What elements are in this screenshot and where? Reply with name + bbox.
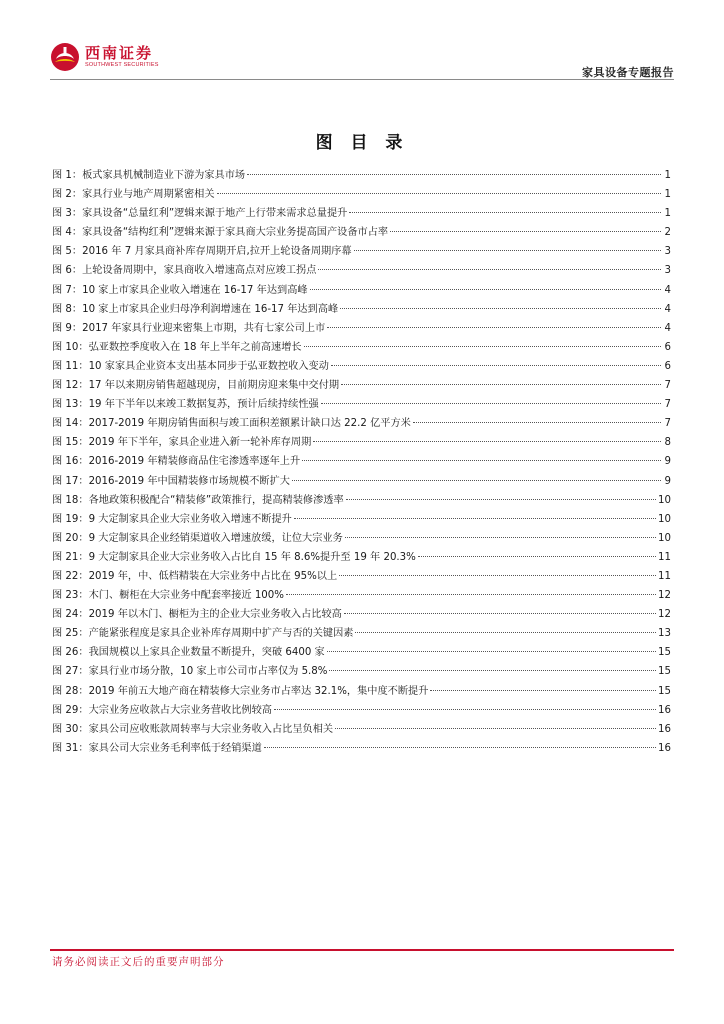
toc-entry-label: 图 28： bbox=[52, 685, 89, 697]
toc-entry-page: 3 bbox=[664, 246, 671, 258]
toc-entry[interactable] bbox=[52, 261, 671, 280]
toc-entry-title: 2019 年下半年，家具企业进入新一轮补库存周期 bbox=[88, 437, 312, 449]
toc-entry-title: 2016 年 7 月家具商补库存周期开启,拉开上轮设备周期序幕 bbox=[82, 246, 352, 258]
toc-dot-leader bbox=[264, 747, 656, 748]
footer-divider bbox=[50, 949, 674, 951]
toc-entry-label: 图 21： bbox=[52, 551, 89, 563]
toc-entry-page: 8 bbox=[664, 437, 671, 449]
toc-entry-page: 11 bbox=[658, 570, 671, 582]
toc-entry-label: 图 12： bbox=[52, 380, 89, 392]
logo-name-cn: 西南证券 bbox=[85, 44, 154, 62]
toc-entry-page: 9 bbox=[664, 456, 671, 468]
toc-entry-label: 图 27： bbox=[52, 666, 89, 678]
toc-entry-label: 图 17： bbox=[52, 475, 89, 487]
toc-dot-leader bbox=[313, 441, 661, 442]
toc-entry-page: 12 bbox=[658, 590, 671, 602]
toc-entry[interactable] bbox=[52, 643, 671, 662]
toc-dot-leader bbox=[341, 384, 661, 385]
toc-entry-label: 图 18： bbox=[52, 494, 89, 506]
toc-entry-label: 图 19： bbox=[52, 513, 89, 525]
toc-entry[interactable] bbox=[52, 338, 671, 357]
toc-dot-leader bbox=[321, 403, 661, 404]
toc-entry[interactable] bbox=[52, 682, 671, 701]
toc-entry-page: 3 bbox=[664, 265, 671, 277]
toc-entry[interactable] bbox=[52, 395, 671, 414]
toc-dot-leader bbox=[302, 460, 661, 461]
toc-dot-leader bbox=[310, 289, 661, 290]
toc-entry-label: 图 24： bbox=[52, 609, 89, 621]
toc-entry-title: 家具设备“总量红利”逻辑来源于地产上行带来需求总量提升 bbox=[82, 208, 348, 220]
toc-entry[interactable] bbox=[52, 567, 671, 586]
toc-entry[interactable] bbox=[52, 204, 671, 223]
toc-entry-label: 图 14： bbox=[52, 418, 89, 430]
table-of-figures bbox=[52, 166, 671, 758]
toc-entry-label: 图 6： bbox=[52, 265, 83, 277]
toc-entry-page: 16 bbox=[658, 704, 671, 716]
toc-entry[interactable] bbox=[52, 605, 671, 624]
toc-entry-page: 16 bbox=[658, 742, 671, 754]
toc-entry-page: 6 bbox=[664, 341, 671, 353]
toc-entry-page: 7 bbox=[664, 418, 671, 430]
toc-entry-page: 15 bbox=[658, 647, 671, 659]
toc-entry-title: 大宗业务应收款占大宗业务营收比例较高 bbox=[88, 704, 272, 716]
toc-entry-title: 2019 年以木门、橱柜为主的企业大宗业务收入占比较高 bbox=[88, 609, 342, 621]
toc-entry-title: 家具设备“结构红利”逻辑来源于家具商大宗业务提高国产设备市占率 bbox=[82, 227, 389, 239]
toc-dot-leader bbox=[339, 575, 656, 576]
toc-entry-page: 6 bbox=[664, 360, 671, 372]
logo-text bbox=[85, 45, 159, 69]
toc-entry-title: 2017-2019 年期房销售面积与竣工面积差额累计缺口达 22.2 亿平方米 bbox=[88, 418, 411, 430]
toc-entry[interactable] bbox=[52, 662, 671, 681]
toc-dot-leader bbox=[331, 365, 661, 366]
toc-entry[interactable] bbox=[52, 586, 671, 605]
toc-dot-leader bbox=[327, 651, 656, 652]
toc-entry-label: 图 30： bbox=[52, 723, 89, 735]
toc-dot-leader bbox=[354, 250, 661, 251]
toc-entry[interactable] bbox=[52, 281, 671, 300]
toc-entry-page: 10 bbox=[658, 494, 671, 506]
toc-dot-leader bbox=[286, 594, 656, 595]
toc-dot-leader bbox=[329, 670, 656, 671]
toc-entry[interactable] bbox=[52, 433, 671, 452]
toc-entry-title: 产能紧张程度是家具企业补库存周期中扩产与否的关键因素 bbox=[88, 628, 354, 640]
toc-dot-leader bbox=[247, 174, 661, 175]
toc-entry-title: 10 家家具企业资本支出基本同步于弘亚数控收入变动 bbox=[88, 360, 329, 372]
toc-dot-leader bbox=[346, 499, 656, 500]
header-divider bbox=[50, 79, 674, 80]
toc-entry-page: 10 bbox=[658, 513, 671, 525]
toc-entry-title: 19 年下半年以来竣工数据复苏，预计后续持续性强 bbox=[88, 399, 319, 411]
toc-dot-leader bbox=[355, 632, 656, 633]
toc-entry-label: 图 26： bbox=[52, 647, 89, 659]
toc-entry-label: 图 2： bbox=[52, 189, 83, 201]
toc-entry-title: 17 年以来期房销售超越现房，目前期房迎来集中交付期 bbox=[88, 380, 340, 392]
toc-dot-leader bbox=[217, 193, 661, 194]
toc-entry[interactable] bbox=[52, 319, 671, 338]
toc-entry-page: 15 bbox=[658, 685, 671, 697]
toc-entry-label: 图 15： bbox=[52, 437, 89, 449]
toc-entry-page: 16 bbox=[658, 723, 671, 735]
toc-entry-page: 10 bbox=[658, 532, 671, 544]
toc-dot-leader bbox=[344, 613, 656, 614]
toc-dot-leader bbox=[430, 690, 656, 691]
toc-entry-title: 2019 年，中、低档精装在大宗业务中占比在 95%以上 bbox=[88, 570, 338, 582]
toc-dot-leader bbox=[413, 422, 661, 423]
toc-entry-page: 7 bbox=[664, 399, 671, 411]
toc-entry-page: 1 bbox=[664, 189, 671, 201]
toc-entry-page: 1 bbox=[664, 170, 671, 181]
logo-name-en: SOUTHWEST SECURITIES bbox=[85, 62, 159, 68]
toc-entry-title: 2016-2019 年精装修商品住宅渗透率逐年上升 bbox=[88, 456, 301, 468]
toc-dot-leader bbox=[345, 537, 656, 538]
toc-entry-label: 图 3： bbox=[52, 208, 83, 220]
toc-entry-label: 图 22： bbox=[52, 570, 89, 582]
toc-entry[interactable] bbox=[52, 452, 671, 471]
toc-dot-leader bbox=[318, 269, 661, 270]
toc-dot-leader bbox=[304, 346, 661, 347]
toc-entry[interactable] bbox=[52, 491, 671, 510]
toc-entry[interactable] bbox=[52, 185, 671, 204]
toc-entry-label: 图 8： bbox=[52, 303, 83, 315]
toc-entry-label: 图 23： bbox=[52, 590, 89, 602]
toc-entry-label: 图 11： bbox=[52, 360, 89, 372]
toc-dot-leader bbox=[327, 327, 661, 328]
toc-entry[interactable] bbox=[52, 414, 671, 433]
footer-disclaimer: 请务必阅读正文后的重要声明部分 bbox=[52, 956, 225, 968]
toc-entry-title: 我国规模以上家具企业数量不断提升，突破 6400 家 bbox=[88, 647, 325, 659]
toc-dot-leader bbox=[349, 212, 661, 213]
toc-entry-label: 图 5： bbox=[52, 246, 83, 258]
toc-entry[interactable] bbox=[52, 529, 671, 548]
toc-entry-page: 1 bbox=[664, 208, 671, 220]
page-header bbox=[50, 40, 674, 78]
toc-entry-title: 10 家上市家具企业归母净利润增速在 16-17 年达到高峰 bbox=[82, 303, 339, 315]
toc-entry-page: 11 bbox=[658, 551, 671, 563]
toc-entry-title: 家具行业市场分散，10 家上市公司市占率仅为 5.8% bbox=[88, 666, 328, 678]
toc-entry-title: 9 大定制家具企业大宗业务收入占比自 15 年 8.6%提升至 19 年 20.3% bbox=[88, 551, 416, 563]
toc-entry[interactable] bbox=[52, 472, 671, 491]
toc-entry-label: 图 10： bbox=[52, 341, 89, 353]
toc-entry-title: 板式家具机械制造业下游为家具市场 bbox=[82, 170, 246, 181]
toc-entry[interactable] bbox=[52, 720, 671, 739]
toc-entry-page: 4 bbox=[664, 303, 671, 315]
toc-dot-leader bbox=[418, 556, 656, 557]
toc-entry-title: 木门、橱柜在大宗业务中配套率接近 100% bbox=[88, 590, 284, 602]
report-type: 家具设备专题报告 bbox=[582, 66, 674, 79]
toc-dot-leader bbox=[335, 728, 656, 729]
toc-entry-label: 图 20： bbox=[52, 532, 89, 544]
toc-entry-page: 12 bbox=[658, 609, 671, 621]
toc-entry[interactable] bbox=[52, 223, 671, 242]
toc-entry[interactable] bbox=[52, 357, 671, 376]
toc-entry[interactable] bbox=[52, 624, 671, 643]
toc-entry[interactable] bbox=[52, 548, 671, 567]
toc-dot-leader bbox=[294, 518, 656, 519]
toc-entry[interactable] bbox=[52, 376, 671, 395]
toc-entry-label: 图 25： bbox=[52, 628, 89, 640]
toc-entry-title: 2017 年家具行业迎来密集上市期，共有七家公司上市 bbox=[82, 322, 326, 334]
toc-entry-title: 家具行业与地产周期紧密相关 bbox=[82, 189, 215, 201]
toc-entry[interactable] bbox=[52, 300, 671, 319]
toc-entry-title: 弘亚数控季度收入在 18 年上半年之前高速增长 bbox=[88, 341, 302, 353]
southwest-securities-logo-icon bbox=[50, 42, 80, 72]
toc-entry-label: 图 31： bbox=[52, 742, 89, 754]
toc-entry-title: 10 家上市家具企业收入增速在 16-17 年达到高峰 bbox=[82, 284, 308, 296]
toc-entry-page: 4 bbox=[664, 284, 671, 296]
toc-entry[interactable] bbox=[52, 166, 671, 185]
toc-dot-leader bbox=[292, 480, 661, 481]
toc-dot-leader bbox=[390, 231, 661, 232]
toc-entry[interactable] bbox=[52, 510, 671, 529]
toc-entry-page: 9 bbox=[664, 475, 671, 487]
toc-entry-title: 家具公司应收账款周转率与大宗业务收入占比呈负相关 bbox=[88, 723, 334, 735]
toc-entry-page: 15 bbox=[658, 666, 671, 678]
toc-entry-label: 图 7： bbox=[52, 284, 83, 296]
toc-entry-label: 图 9： bbox=[52, 322, 83, 334]
toc-entry-label: 图 4： bbox=[52, 227, 83, 239]
toc-entry-page: 7 bbox=[664, 380, 671, 392]
toc-entry[interactable] bbox=[52, 242, 671, 261]
toc-entry-label: 图 29： bbox=[52, 704, 89, 716]
toc-entry-title: 9 大定制家具企业经销渠道收入增速放缓，让位大宗业务 bbox=[88, 532, 343, 544]
toc-entry-title: 2019 年前五大地产商在精装修大宗业务市占率达 32.1%，集中度不断提升 bbox=[88, 685, 429, 697]
toc-entry-title: 9 大定制家具企业大宗业务收入增速不断提升 bbox=[88, 513, 292, 525]
company-logo bbox=[50, 42, 159, 72]
toc-entry-label: 图 16： bbox=[52, 456, 89, 468]
toc-entry-label: 图 13： bbox=[52, 399, 89, 411]
toc-entry-page: 2 bbox=[664, 227, 671, 239]
toc-dot-leader bbox=[340, 308, 661, 309]
toc-entry-title: 2016-2019 年中国精装修市场规模不断扩大 bbox=[88, 475, 290, 487]
toc-entry-title: 上轮设备周期中，家具商收入增速高点对应竣工拐点 bbox=[82, 265, 317, 277]
toc-entry-label: 图 1： bbox=[52, 170, 83, 181]
toc-entry-title: 各地政策积极配合“精装修”政策推行，提高精装修渗透率 bbox=[88, 494, 344, 506]
toc-dot-leader bbox=[274, 709, 656, 710]
toc-entry-page: 13 bbox=[658, 628, 671, 640]
toc-entry-page: 4 bbox=[664, 322, 671, 334]
toc-entry[interactable] bbox=[52, 701, 671, 720]
toc-entry[interactable] bbox=[52, 739, 671, 758]
toc-entry-title: 家具公司大宗业务毛利率低于经销渠道 bbox=[88, 742, 262, 754]
toc-title: 图 目 录 bbox=[315, 133, 409, 153]
